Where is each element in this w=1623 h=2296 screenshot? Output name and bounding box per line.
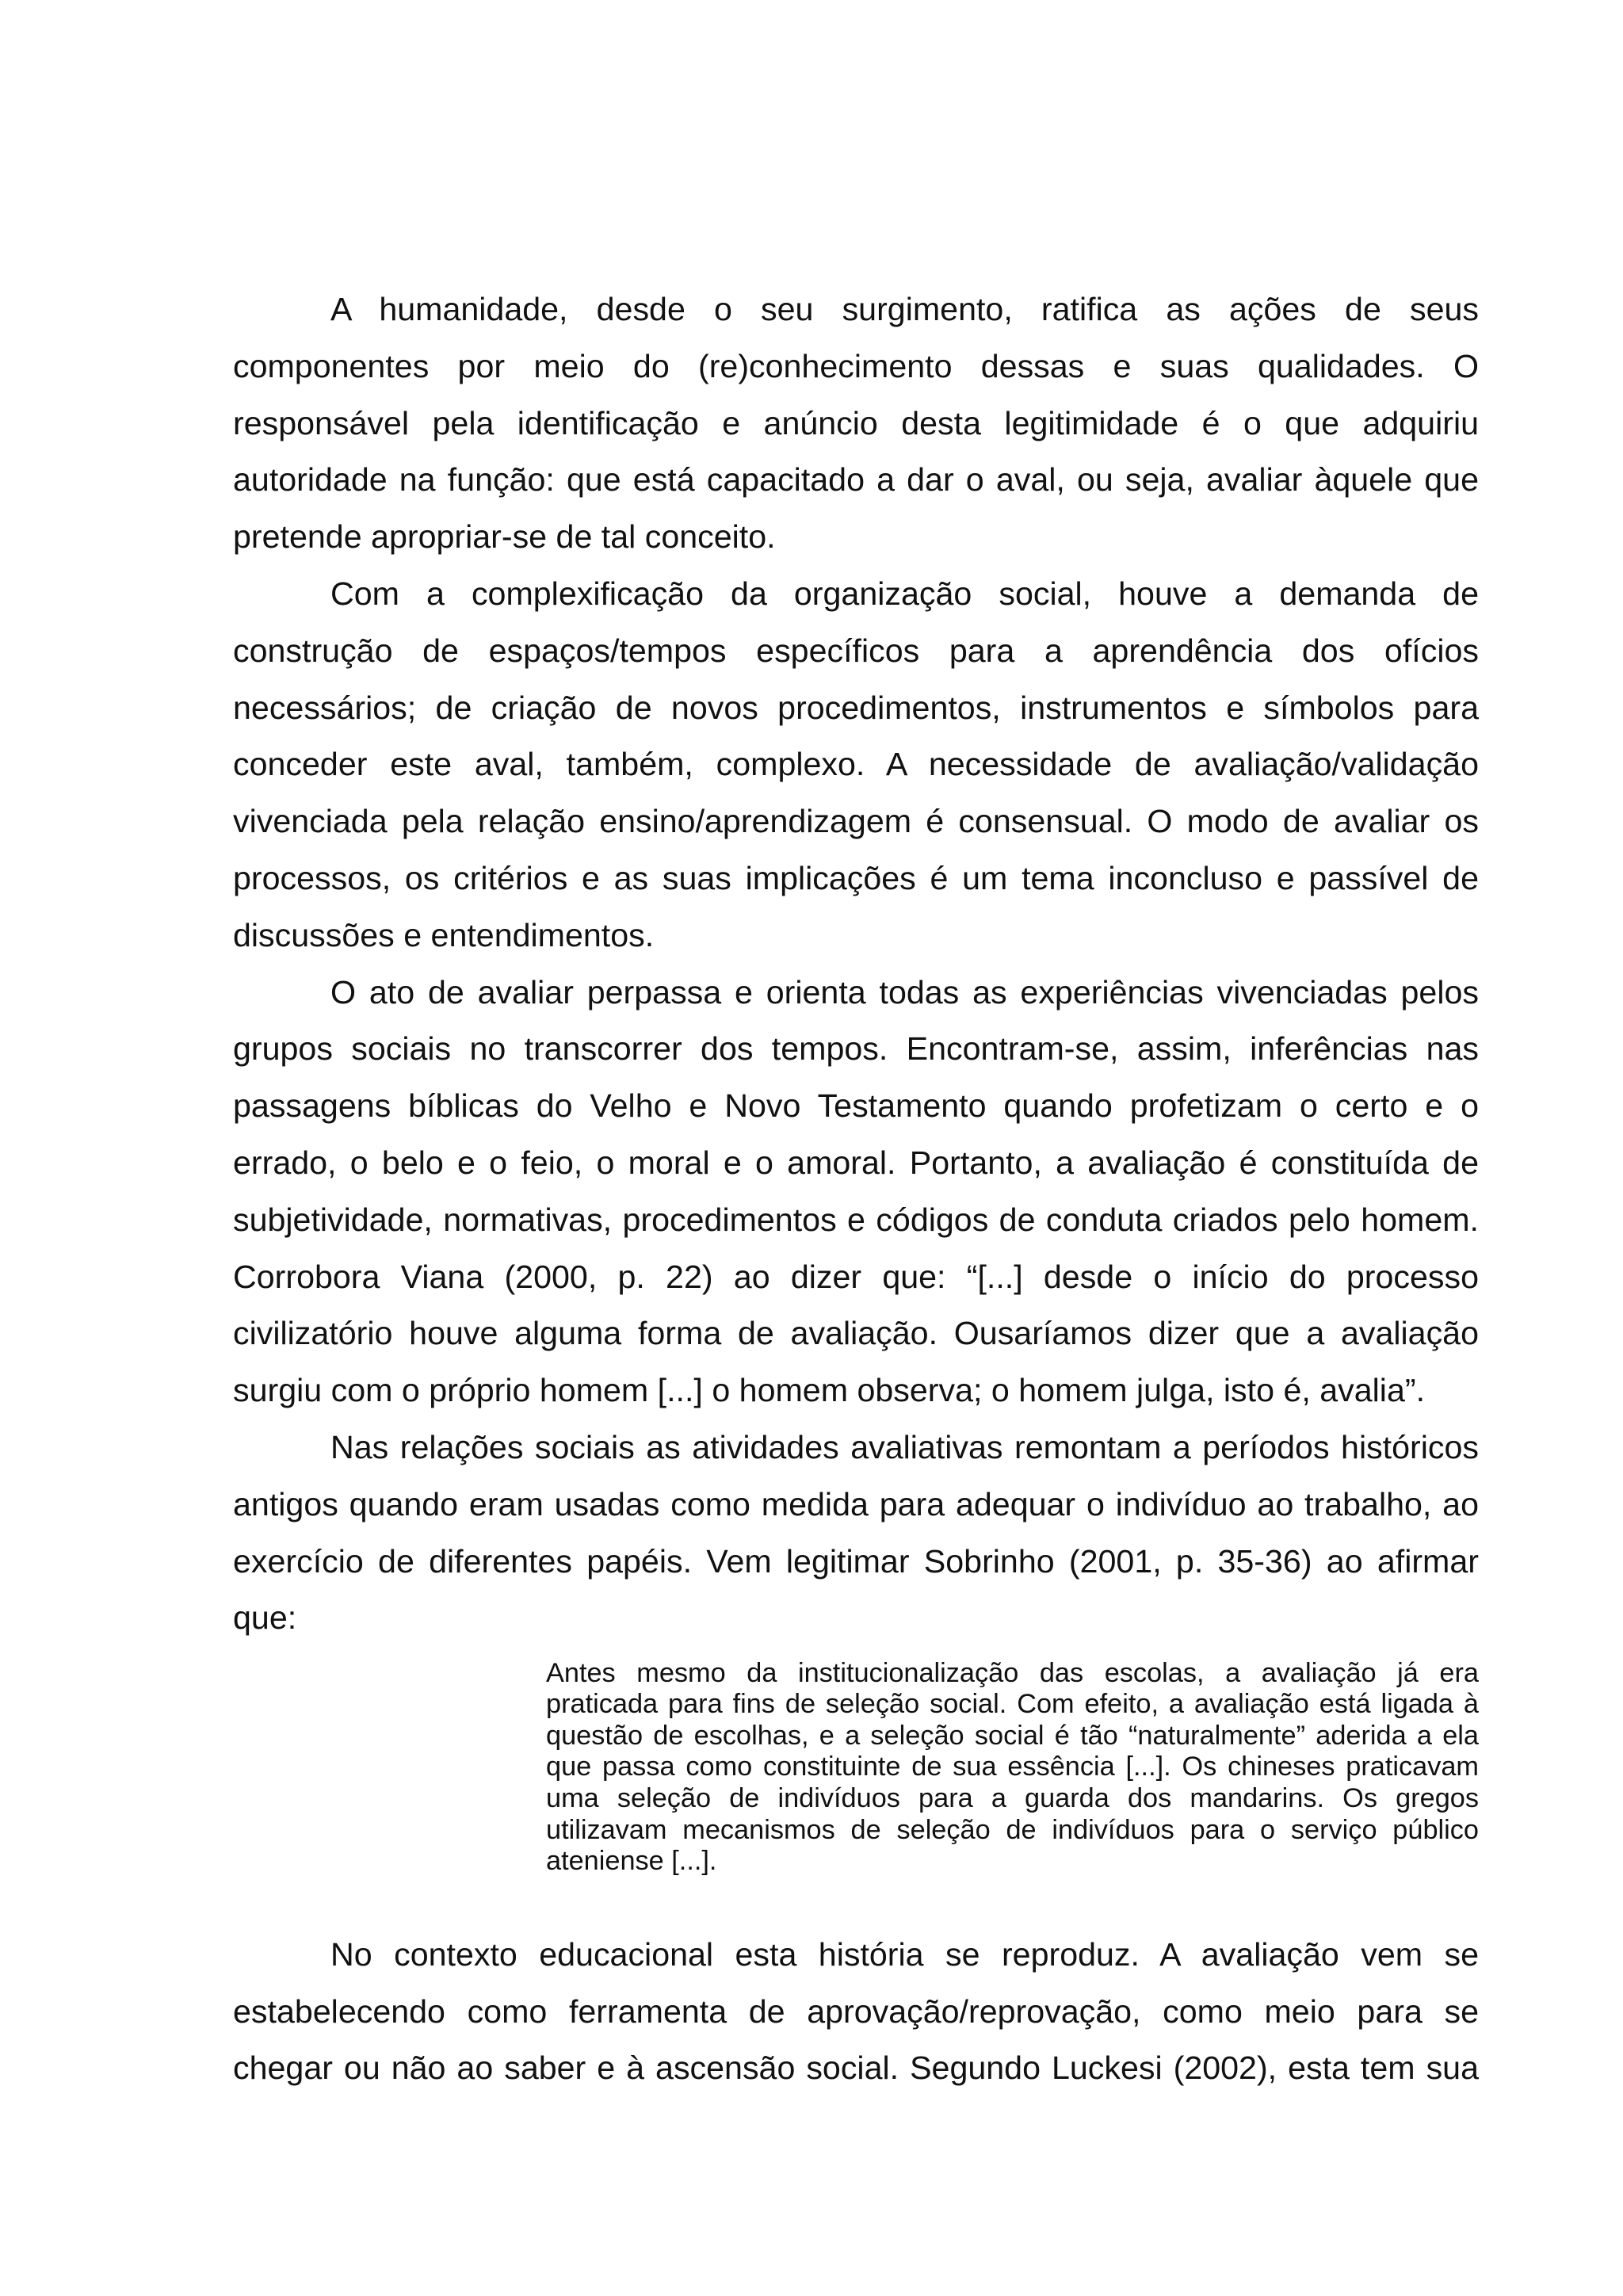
quote-line: praticada para fins de seleção social. Com efeito, a avaliação está ligada à [546,1689,1479,1720]
paragraph-line: construção de espaços/tempos específicos para a aprendência dos ofícios [233,632,1479,669]
paragraph-line: componentes por meio do (re)conhecimento dessas e suas qualidades. O [233,347,1479,384]
quote-line: Antes mesmo da institucionalização das escolas, a avaliação já era [546,1657,1479,1688]
quote-line: uma seleção de indivíduos para a guarda dos mandarins. Os gregos [546,1783,1479,1813]
paragraph-line: conceder este aval, também, complexo. A necessidade de avaliação/validação [233,746,1479,783]
paragraph-line: processos, os critérios e as suas implicações é um tema inconcluso e passível de [233,859,1479,896]
paragraph-line: exercício de diferentes papéis. Vem legitimar Sobrinho (2001, p. 35-36) ao afirmar [233,1542,1479,1580]
paragraph-1 [233,281,1479,566]
paragraph-line: O ato de avaliar perpassa e orienta todas as experiências vivenciadas pelos [330,973,1479,1010]
paragraph-4 [233,1419,1479,1647]
paragraph-line: surgiu com o próprio homem [...] o homem observa; o homem julga, isto é, avalia”. [233,1372,1426,1409]
paragraph-line: A humanidade, desde o seu surgimento, ratifica as ações de seus [330,291,1479,327]
paragraph-line: subjetividade, normativas, procedimentos e códigos de conduta criados pelo homem. [233,1201,1479,1238]
paragraph-2 [233,566,1479,965]
paragraph-line: antigos quando eram usadas como medida para adequar o indivíduo ao trabalho, ao [233,1485,1479,1522]
paragraph-line: grupos sociais no transcorrer dos tempos. Encontram-se, assim, inferências nas [233,1030,1479,1068]
quote-line: ateniense [...]. [546,1846,717,1877]
paragraph-line: pretende apropriar-se de tal conceito. [233,518,776,556]
body-text [233,281,1479,2097]
block-quote [546,1658,1479,1878]
paragraph-line: que: [233,1599,297,1637]
paragraph-line: chegar ou não ao saber e à ascensão social. Segundo Luckesi (2002), esta tem sua [233,2050,1479,2087]
paragraph-line: Nas relações sociais as atividades avaliativas remontam a períodos históricos [330,1428,1479,1465]
quote-line: que passa como constituinte de sua essência [...]. Os chineses praticavam [546,1752,1479,1782]
paragraph-line: necessários; de criação de novos procedimentos, instrumentos e símbolos para [233,689,1479,726]
paragraph-line: passagens bíblicas do Velho e Novo Testamento quando profetizam o certo e o [233,1087,1479,1125]
paragraph-line: civilizatório houve alguma forma de avaliação. Ousaríamos dizer que a avaliação [233,1315,1479,1352]
paragraph-line: Corrobora Viana (2000, p. 22) ao dizer que: “[...] desde o início do processo [233,1258,1479,1295]
paragraph-line: errado, o belo e o feio, o moral e o amoral. Portanto, a avaliação é constituída de [233,1144,1479,1181]
paragraph-line: Com a complexificação da organização social, houve a demanda de [330,575,1479,612]
paragraph-line: No contexto educacional esta história se reproduz. A avaliação vem se [330,1935,1479,1973]
paragraph-line: autoridade na função: que está capacitado a dar o aval, ou seja, avaliar àquele que [233,461,1479,499]
quote-line: utilizavam mecanismos de seleção de indivíduos para o serviço público [546,1814,1479,1845]
paragraph-line: responsável pela identificação e anúncio desta legitimidade é o que adquiriu [233,404,1479,441]
paragraph-line: discussões e entendimentos. [233,916,655,953]
paragraph-line: vivenciada pela relação ensino/aprendizagem é consensual. O modo de avaliar os [233,803,1479,840]
paragraph-5 [233,1927,1479,2097]
quote-line: questão de escolhas, e a seleção social é tão “naturalmente” aderida a ela [546,1720,1479,1751]
paragraph-line: estabelecendo como ferramenta de aprovação/reprovação, como meio para se [233,1992,1479,2030]
paragraph-3 [233,965,1479,1419]
